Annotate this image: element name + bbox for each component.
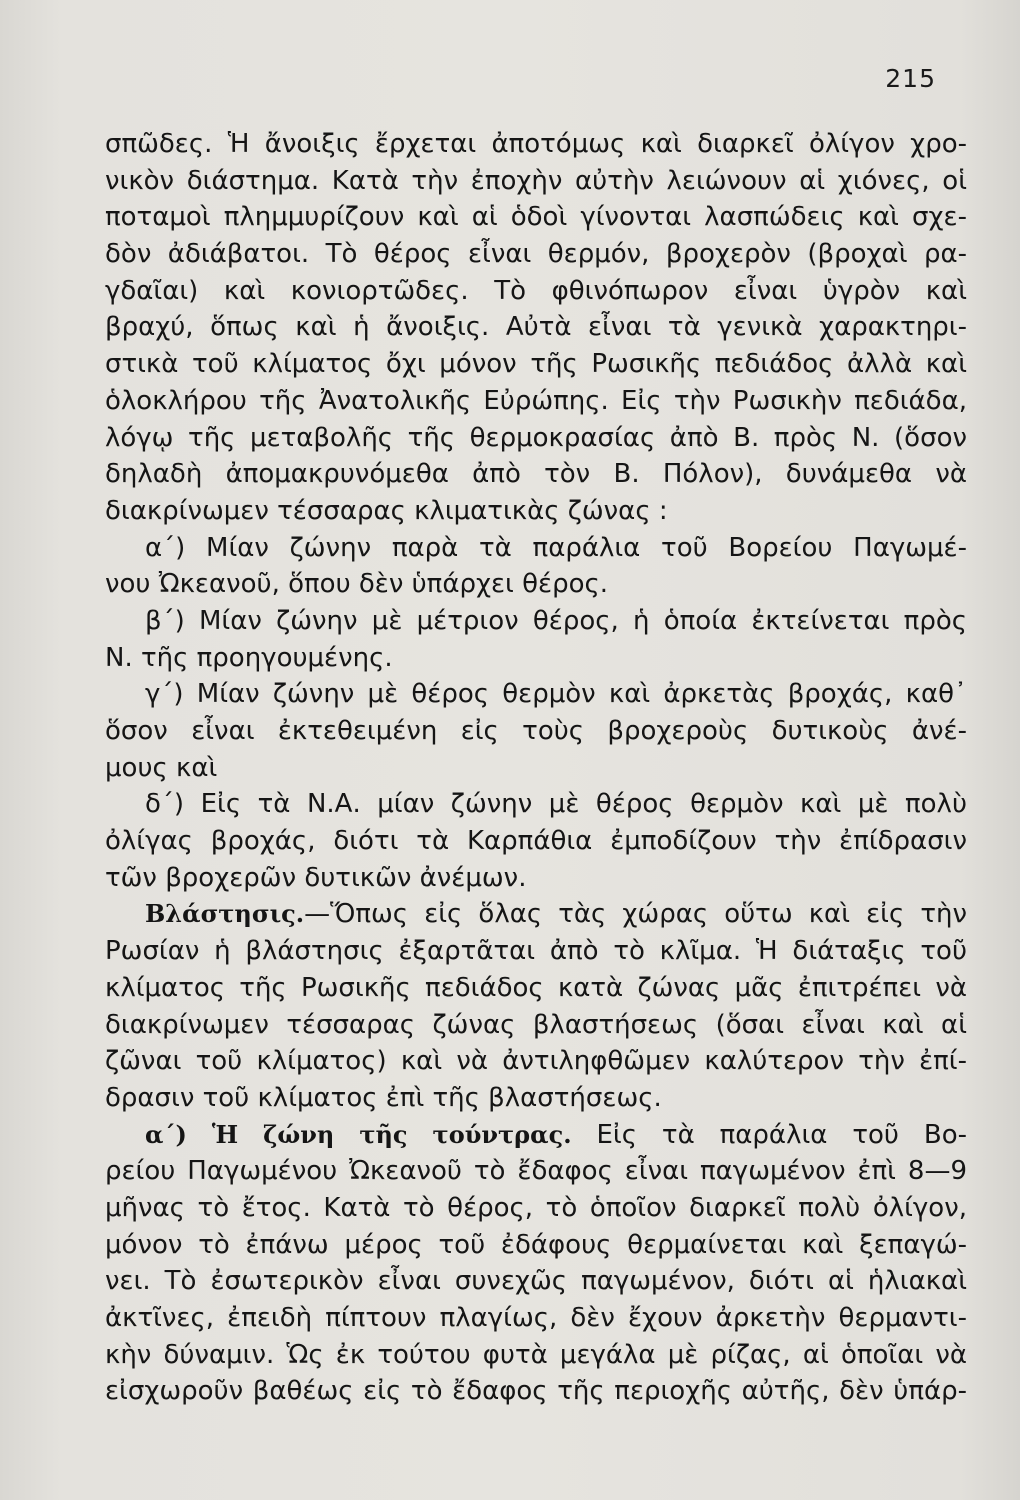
section-heading: α΄) Ἡ ζώνη τῆς τούντρας. <box>145 1119 572 1149</box>
line-text: μῆνας τὸ ἔτος. Κατὰ τὸ θέρος, τὸ ὁποῖον διαρκεῖ πολὺ ὀλίγον, <box>105 1192 967 1223</box>
text-line <box>105 1190 967 1227</box>
line-text: δ΄) Εἰς τὰ Ν.Α. μίαν ζώνην μὲ θέρος θερμὸν καὶ μὲ πολὺ <box>145 789 967 820</box>
line-text: ποταμοὶ πλημμυρίζουν καὶ αἱ ὁδοὶ γίνονται λασπώδεις καὶ σχε- <box>105 202 967 233</box>
text-line <box>105 933 967 970</box>
line-text: ὅσον εἶναι ἐκτεθειμένη εἰς τοὺς βροχεροὺς δυτικοὺς ἀνέ- <box>105 716 967 746</box>
text-line <box>105 566 967 603</box>
text-line <box>105 1117 967 1154</box>
text-line <box>105 126 967 163</box>
line-text: γδαῖαι) καὶ κονιορτῶδες. Τὸ φθινόπωρον εἶναι ὑγρὸν καὶ <box>105 275 967 306</box>
text-line <box>105 1007 967 1044</box>
text-line <box>105 199 967 236</box>
text-line <box>105 1300 967 1337</box>
line-text: νικὸν διάστημα. Κατὰ τὴν ἐποχὴν αὐτὴν λειώνουν αἱ χιόνες, οἱ <box>105 165 967 196</box>
text-line <box>105 1043 967 1080</box>
text-line <box>105 1080 967 1117</box>
line-text: ρείου Παγωμένου Ὠκεανοῦ τὸ ἔδαφος εἶναι παγωμένον ἐπὶ 8—9 <box>105 1156 967 1187</box>
text-line <box>105 1227 967 1264</box>
line-text: Ν. τῆς προηγουμένης. <box>105 642 393 673</box>
line-text: β΄) Μίαν ζώνην μὲ μέτριον θέρος, ἡ ὁποία ἐκτείνεται πρὸς <box>145 605 967 636</box>
text-line <box>105 1263 967 1300</box>
text-line <box>105 1337 967 1374</box>
line-text: διακρίνωμεν τέσσαρας ζώνας βλαστήσεως (ὅσαι εἶναι καὶ αἱ <box>105 1009 967 1040</box>
text-line <box>105 786 967 823</box>
line-text: δὸν ἀδιάβατοι. Τὸ θέρος εἶναι θερμόν, βροχερὸν (βροχαὶ ρα- <box>105 239 967 270</box>
line-text: διακρίνωμεν τέσσαρας κλιματικὰς ζώνας : <box>105 495 668 526</box>
line-text: δρασιν τοῦ κλίματος ἐπὶ τῆς βλαστήσεως. <box>105 1082 662 1113</box>
line-text: νου Ὠκεανοῦ, ὅπου δὲν ὑπάρχει θέρος. <box>105 569 609 600</box>
text-line <box>105 750 967 787</box>
line-text: ὀλίγας βροχάς, διότι τὰ Καρπάθια ἐμποδίζουν τὴν ἐπίδρασιν <box>105 826 967 857</box>
text-line <box>105 346 967 383</box>
text-line <box>105 236 967 273</box>
text-line <box>105 163 967 200</box>
text-line <box>105 1153 967 1190</box>
line-text: τῶν βροχερῶν δυτικῶν ἀνέμων. <box>105 862 527 893</box>
body-text <box>105 126 967 1410</box>
section-heading: Βλάστησις. <box>145 899 305 929</box>
text-line <box>105 530 967 567</box>
line-text: ὁλοκλήρου τῆς Ἀνατολικῆς Εὐρώπης. Εἰς τὴν Ρωσικὴν πεδιάδα, <box>105 385 967 416</box>
line-text: στικὰ τοῦ κλίματος ὄχι μόνον τῆς Ρωσικῆς πεδιάδος ἀλλὰ καὶ <box>105 349 967 380</box>
text-line <box>105 456 967 493</box>
line-text: ἀκτῖνες, ἐπειδὴ πίπτουν πλαγίως, δὲν ἔχουν ἀρκετὴν θερμαντι- <box>105 1303 967 1333</box>
line-text: κλίματος τῆς Ρωσικῆς πεδιάδος κατὰ ζώνας μᾶς ἐπιτρέπει νὰ <box>105 972 967 1003</box>
line-text: νει. Τὸ ἐσωτερικὸν εἶναι συνεχῶς παγωμένον, διότι αἱ ἡλιακαὶ <box>105 1266 967 1297</box>
line-text: —Ὅπως εἰς ὅλας τὰς χώρας οὕτω καὶ εἰς τὴν <box>304 899 967 930</box>
page-number: 215 <box>885 64 936 93</box>
line-text: Ρωσίαν ἡ βλάστησις ἐξαρτᾶται ἀπὸ τὸ κλῖμα. Ἡ διάταξις τοῦ <box>105 936 967 967</box>
line-text: σπῶδες. Ἡ ἄνοιξις ἔρχεται ἀποτόμως καὶ διαρκεῖ ὀλίγον χρο- <box>105 129 967 159</box>
text-line <box>105 493 967 530</box>
text-line <box>105 860 967 897</box>
text-line <box>105 713 967 750</box>
text-line <box>105 896 967 933</box>
line-text: μους καὶ <box>105 752 218 783</box>
line-text: γ΄) Μίαν ζώνην μὲ θέρος θερμὸν καὶ ἀρκετὰς βροχάς, καθ᾽ <box>145 679 967 710</box>
text-line <box>105 1373 967 1410</box>
line-text: α΄) Μίαν ζώνην παρὰ τὰ παράλια τοῦ Βορείου Παγωμέ- <box>145 532 967 563</box>
line-text: βραχύ, ὅπως καὶ ἡ ἄνοιξις. Αὐτὰ εἶναι τὰ γενικὰ χαρακτηρι- <box>105 312 967 343</box>
line-text: λόγῳ τῆς μεταβολῆς τῆς θερμοκρασίας ἀπὸ Β. πρὸς Ν. (ὅσον <box>105 422 967 453</box>
text-line <box>105 676 967 713</box>
text-line <box>105 273 967 310</box>
line-text: ζῶναι τοῦ κλίματος) καὶ νὰ ἀντιληφθῶμεν καλύτερον τὴν ἐπί- <box>105 1046 967 1077</box>
text-line <box>105 823 967 860</box>
line-text: μόνον τὸ ἐπάνω μέρος τοῦ ἐδάφους θερμαίνεται καὶ ξεπαγώ- <box>105 1229 967 1260</box>
text-line <box>105 970 967 1007</box>
line-text: κὴν δύναμιν. Ὡς ἐκ τούτου φυτὰ μεγάλα μὲ ρίζας, αἱ ὁποῖαι νὰ <box>105 1339 967 1370</box>
text-line <box>105 383 967 420</box>
line-text: δηλαδὴ ἀπομακρυνόμεθα ἀπὸ τὸν Β. Πόλον), δυνάμεθα νὰ <box>105 459 967 490</box>
line-text: εἰσχωροῦν βαθέως εἰς τὸ ἔδαφος τῆς περιοχῆς αὐτῆς, δὲν ὑπάρ- <box>105 1376 967 1407</box>
text-line <box>105 420 967 457</box>
line-text: Εἰς τὰ παράλια τοῦ Βο- <box>571 1119 967 1150</box>
text-line <box>105 603 967 640</box>
text-line <box>105 309 967 346</box>
text-line <box>105 640 967 677</box>
